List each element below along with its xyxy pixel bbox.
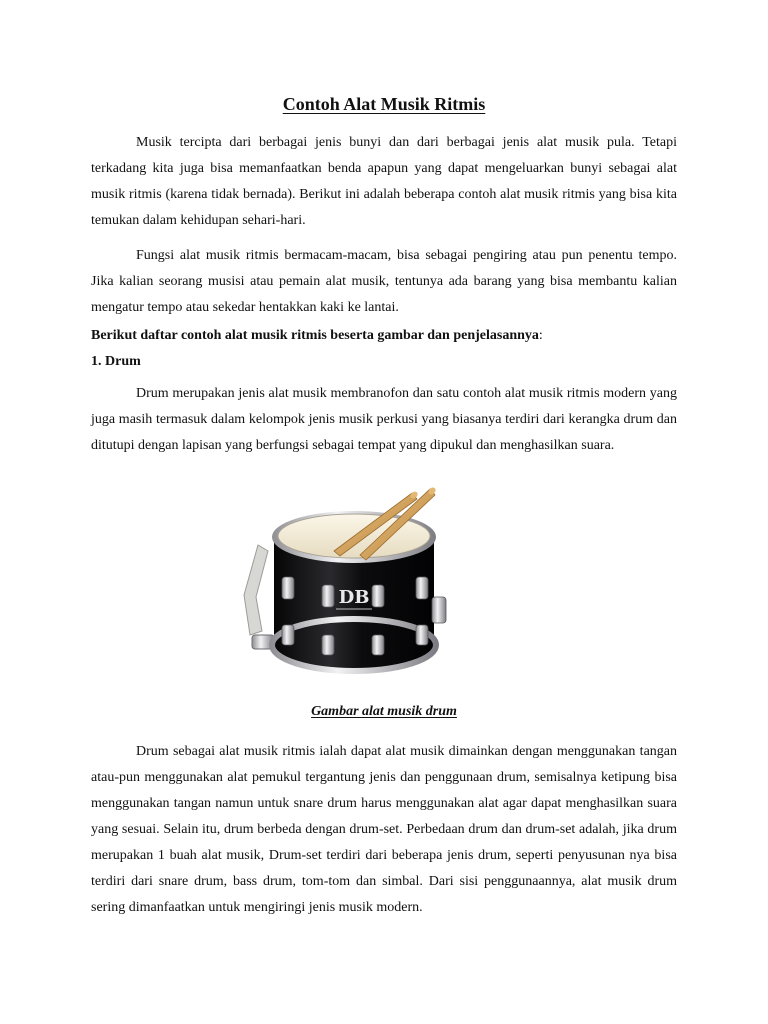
drum-figure [236,485,476,695]
snare-drum-illustration [236,485,476,695]
list-intro-text: Berikut daftar contoh alat musik ritmis beserta gambar dan penjelasannya [91,328,539,343]
drum-description-paragraph: Drum merupakan jenis alat musik membranofon dan satu contoh alat musik ritmis modern yang juga masih termasuk dalam kelompok jenis musik perkusi yang biasanya terdiri dari kerangka drum dan ditutupi dengan lapisan yang berfungsi sebagai tempat yang dipukul dan menghasilkan suara. [91,386,677,453]
section-heading-drum: 1. Drum [91,354,141,369]
figure-caption: Gambar alat musik drum [311,704,457,719]
list-intro-colon: : [538,328,543,343]
strap [244,545,274,649]
document-title: Contoh Alat Musik Ritmis [282,94,486,114]
drum-logo: DB [338,587,370,608]
intro-paragraph: Musik tercipta dari berbagai jenis bunyi dan dari berbagai jenis alat musik pula. Tetapi terkadang kita juga bisa memanfaatkan benda apapun yang dapat mengeluarkan bunyi sebagai alat musik ritmis (karena tidak bernada). Berikut ini adalah beberapa contoh alat musik ritmis yang bisa kita temukan dalam kehidupan sehari-hari. [91,135,677,228]
function-paragraph: Fungsi alat musik ritmis bermacam-macam, bisa sebagai pengiring atau pun penentu tempo. Jika kalian seorang musisi atau pemain alat musik, tentunya ada barang yang bisa membantu kalian mengatur tempo atau sekedar hentakkan kaki ke lantai. [91,248,677,315]
drum-usage-paragraph: Drum sebagai alat musik ritmis ialah dapat alat musik dimainkan dengan menggunakan tangan atau-pun menggunakan alat pemukul tergantung jenis dan penggunaan drum, semisalnya ketipung bisa menggunakan tangan namun untuk snare drum harus menggunakan alat agar dapat menghasilkan suara yang sesuai. Selain itu, drum berbeda dengan drum-set. Perbedaan drum dan drum-set adalah, jika drum merupakan 1 buah alat musik, Drum-set terdiri dari beberapa jenis drum, seperti penyusunan nya bisa terdiri dari snare drum, bass drum, tom-tom dan simbal. Dari sisi penggunaannya, alat musik drum sering dimanfaatkan untuk mengiringi jenis musik modern. [91,744,677,915]
list-intro [91,323,677,349]
snare-strainer [432,597,446,623]
